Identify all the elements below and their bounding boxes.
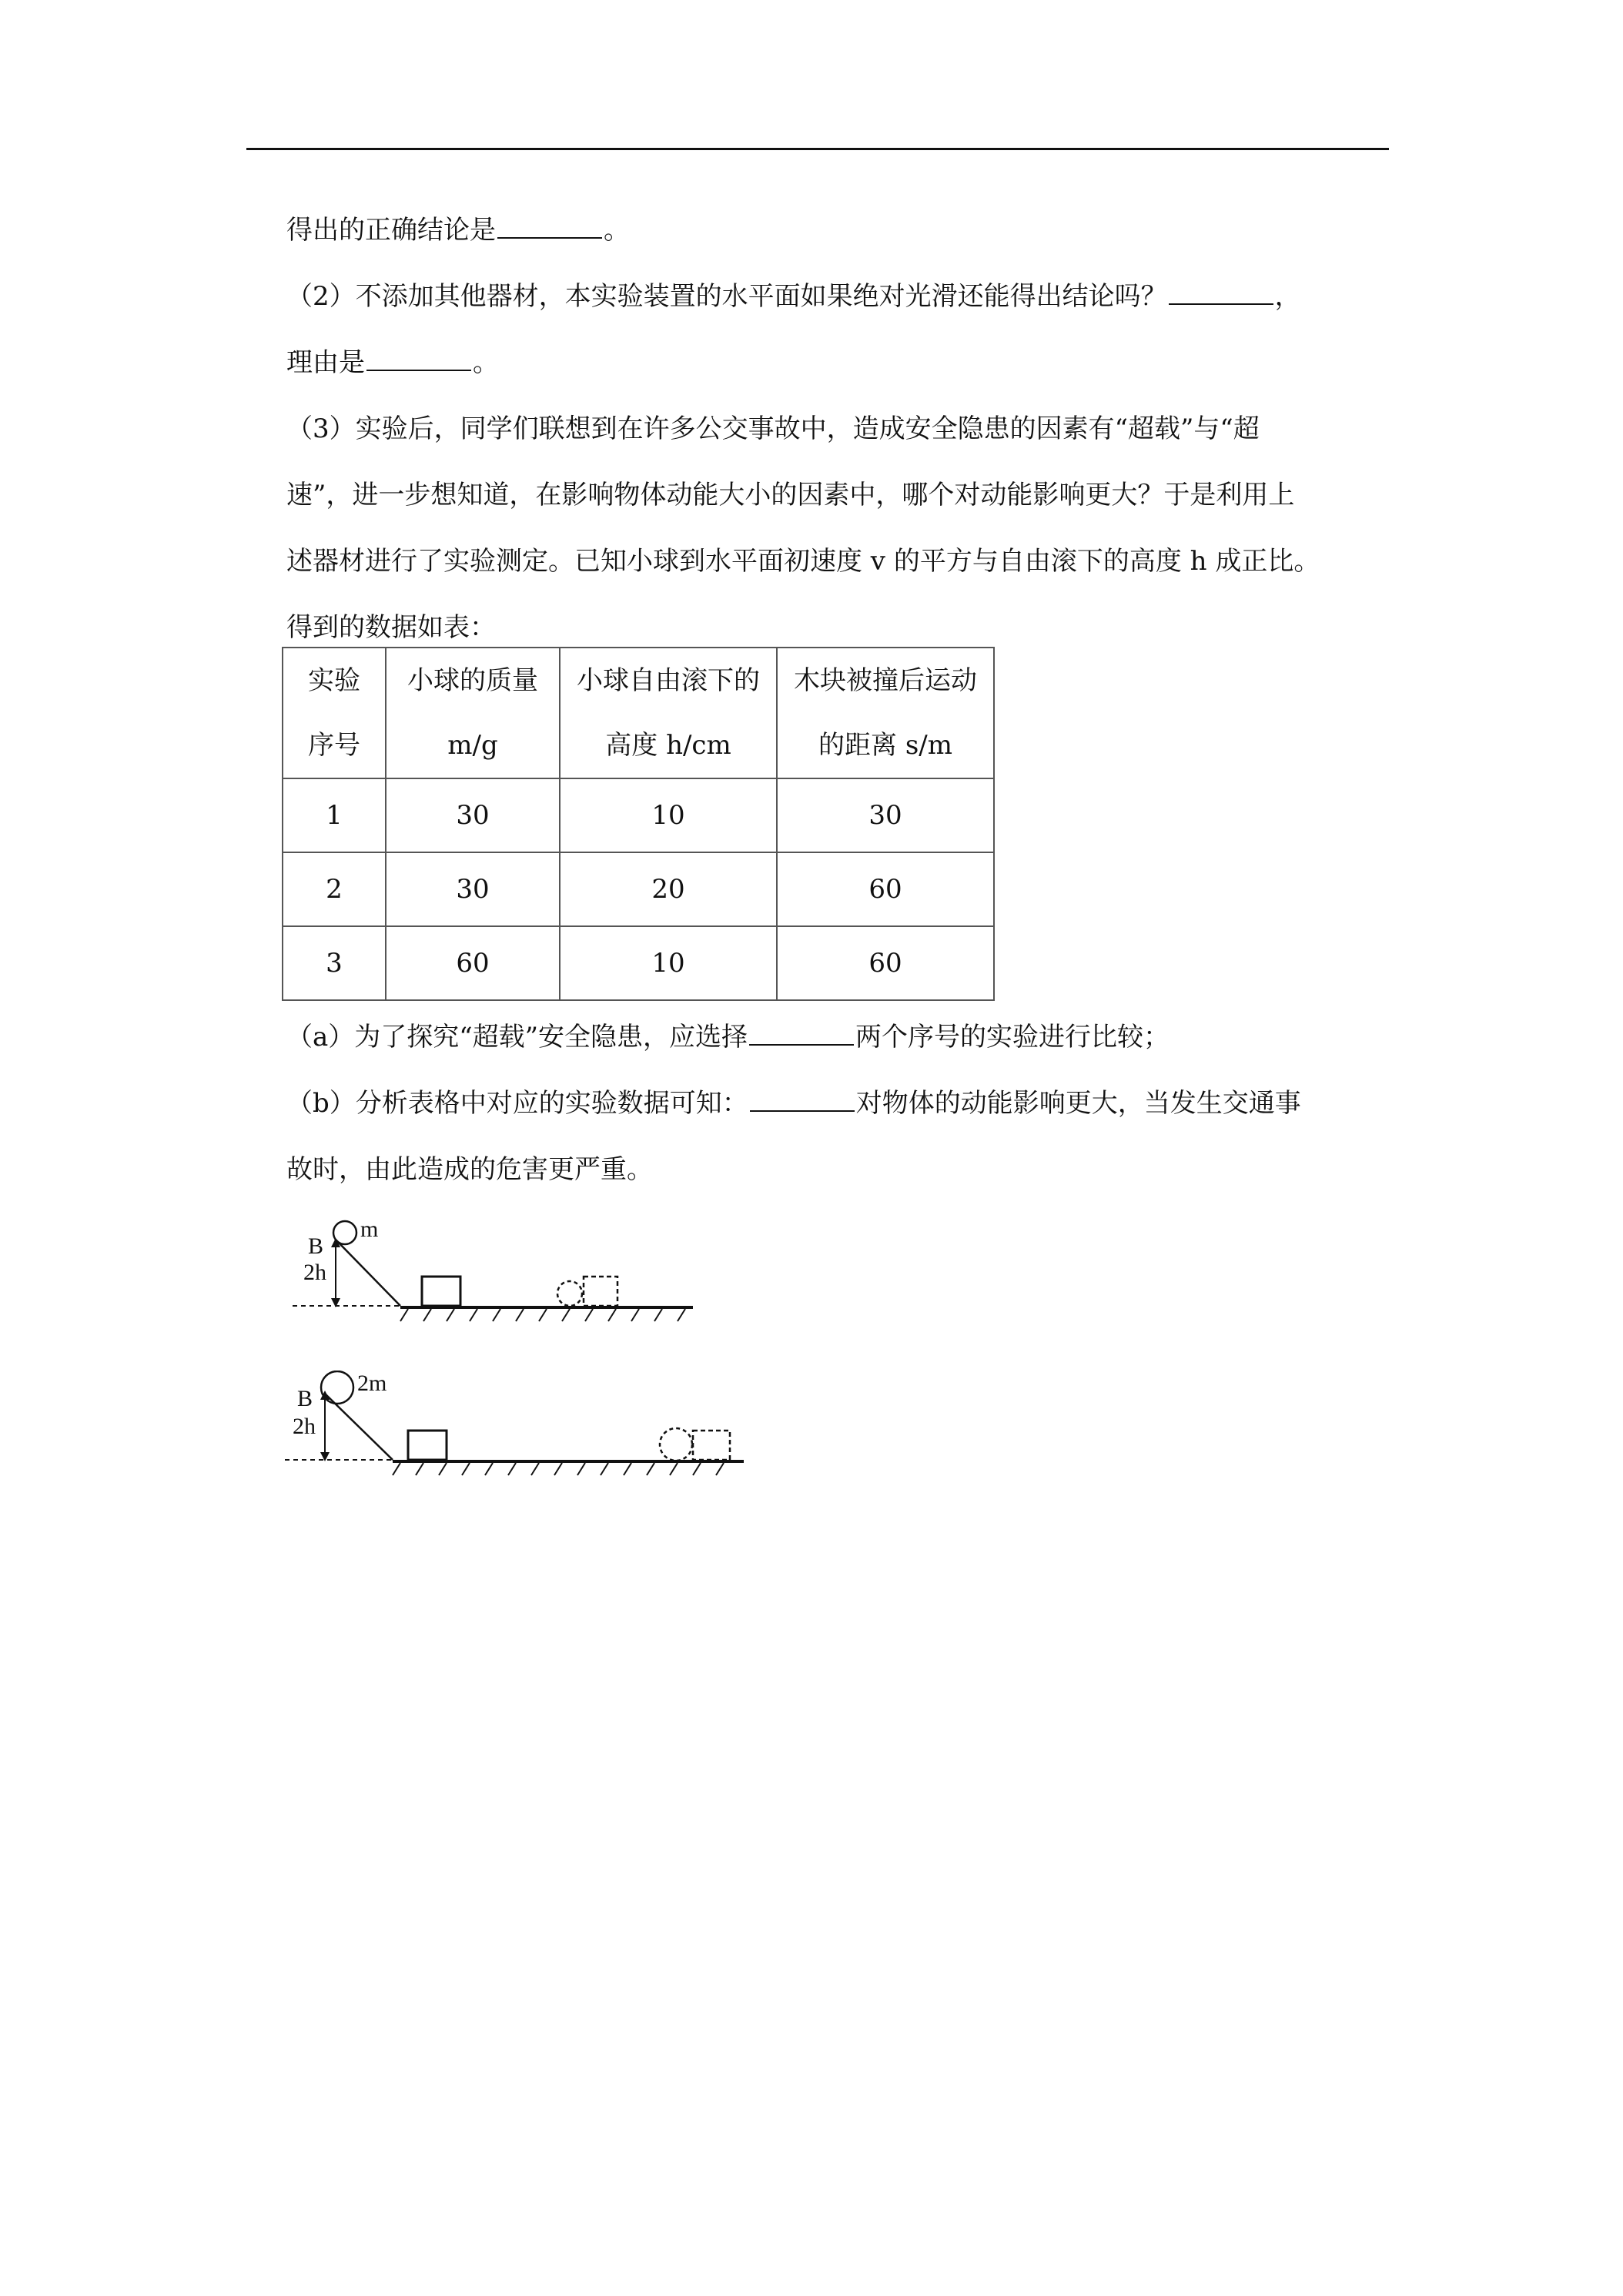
table-cell: 30 bbox=[386, 778, 560, 852]
table-cell: 2 bbox=[283, 852, 386, 926]
point-label: B bbox=[297, 1386, 313, 1411]
experiment-diagram-2 bbox=[285, 1371, 747, 1486]
wood-block bbox=[408, 1431, 447, 1460]
header-cell: 小球自由滚下的 高度 h/cm bbox=[560, 648, 777, 778]
table-cell: 10 bbox=[560, 778, 777, 852]
height-label: 2h bbox=[303, 1260, 326, 1285]
data-table bbox=[282, 647, 995, 1001]
mass-label: 2m bbox=[357, 1371, 387, 1396]
line-qb-2: 故时，由此造成的危害更严重。 bbox=[286, 1154, 653, 1185]
ground-hatch bbox=[400, 1309, 685, 1321]
block-final-dashed bbox=[584, 1277, 617, 1306]
text: 。 bbox=[473, 347, 499, 378]
text: 对物体的动能影响更大，当发生交通事 bbox=[855, 1088, 1301, 1119]
table-cell: 1 bbox=[283, 778, 386, 852]
answer-blank bbox=[366, 345, 471, 371]
header-rule bbox=[246, 148, 1389, 150]
text: 两个序号的实验进行比较； bbox=[855, 1022, 1170, 1053]
answer-blank bbox=[1169, 279, 1273, 305]
line-qa bbox=[286, 1004, 1395, 1070]
text: 得出的正确结论是 bbox=[286, 215, 496, 246]
experiment-diagram-1 bbox=[285, 1217, 716, 1332]
ramp bbox=[325, 1394, 393, 1460]
line-reason bbox=[286, 330, 1395, 396]
ramp bbox=[336, 1240, 400, 1306]
table-cell: 3 bbox=[283, 926, 386, 1000]
text: 理由是 bbox=[286, 347, 365, 378]
table-row bbox=[283, 852, 994, 926]
table-cell: 60 bbox=[777, 852, 994, 926]
answer-blank bbox=[497, 213, 602, 239]
block-final-dashed bbox=[693, 1431, 730, 1460]
line-q2 bbox=[286, 263, 1395, 330]
header-cell: 木块被撞后运动 的距离 s/m bbox=[777, 648, 994, 778]
answer-blank bbox=[749, 1019, 854, 1046]
text: （2）不添加其他器材，本实验装置的水平面如果绝对光滑还能得出结论吗？ bbox=[286, 281, 1167, 312]
ball bbox=[321, 1371, 353, 1404]
line-conclusion bbox=[286, 197, 1395, 263]
answer-blank bbox=[750, 1086, 855, 1112]
height-label: 2h bbox=[293, 1414, 316, 1439]
table-header-row bbox=[283, 648, 994, 778]
text: ， bbox=[1274, 281, 1301, 312]
text: （a）为了探究“超载”安全隐患，应选择 bbox=[286, 1022, 748, 1053]
header-cell: 小球的质量 m/g bbox=[386, 648, 560, 778]
line-q3-3: 述器材进行了实验测定。已知小球到水平面初速度 v 的平方与自由滚下的高度 h 成正比。 bbox=[286, 546, 1320, 577]
ball-final-dashed bbox=[557, 1281, 582, 1306]
text: （b）分析表格中对应的实验数据可知： bbox=[286, 1088, 748, 1119]
table-cell: 20 bbox=[560, 852, 777, 926]
text: 。 bbox=[604, 215, 630, 246]
wood-block bbox=[422, 1277, 460, 1306]
table-row bbox=[283, 778, 994, 852]
ground-hatch bbox=[393, 1463, 724, 1475]
table-row bbox=[283, 926, 994, 1000]
table-cell: 60 bbox=[777, 926, 994, 1000]
ball-final-dashed bbox=[660, 1428, 692, 1461]
table-cell: 30 bbox=[386, 852, 560, 926]
mass-label: m bbox=[360, 1217, 379, 1242]
point-label: B bbox=[308, 1233, 324, 1259]
table-cell: 60 bbox=[386, 926, 560, 1000]
table-cell: 30 bbox=[777, 778, 994, 852]
line-q3-1: （3）实验后，同学们联想到在许多公交事故中，造成安全隐患的因素有“超载”与“超 bbox=[286, 413, 1260, 444]
line-q3-4: 得到的数据如表： bbox=[286, 612, 496, 643]
line-qb bbox=[286, 1070, 1395, 1136]
header-cell: 实验 序号 bbox=[283, 648, 386, 778]
table-cell: 10 bbox=[560, 926, 777, 1000]
line-q3-2: 速”，进一步想知道，在影响物体动能大小的因素中，哪个对动能影响更大？于是利用上 bbox=[286, 480, 1295, 510]
